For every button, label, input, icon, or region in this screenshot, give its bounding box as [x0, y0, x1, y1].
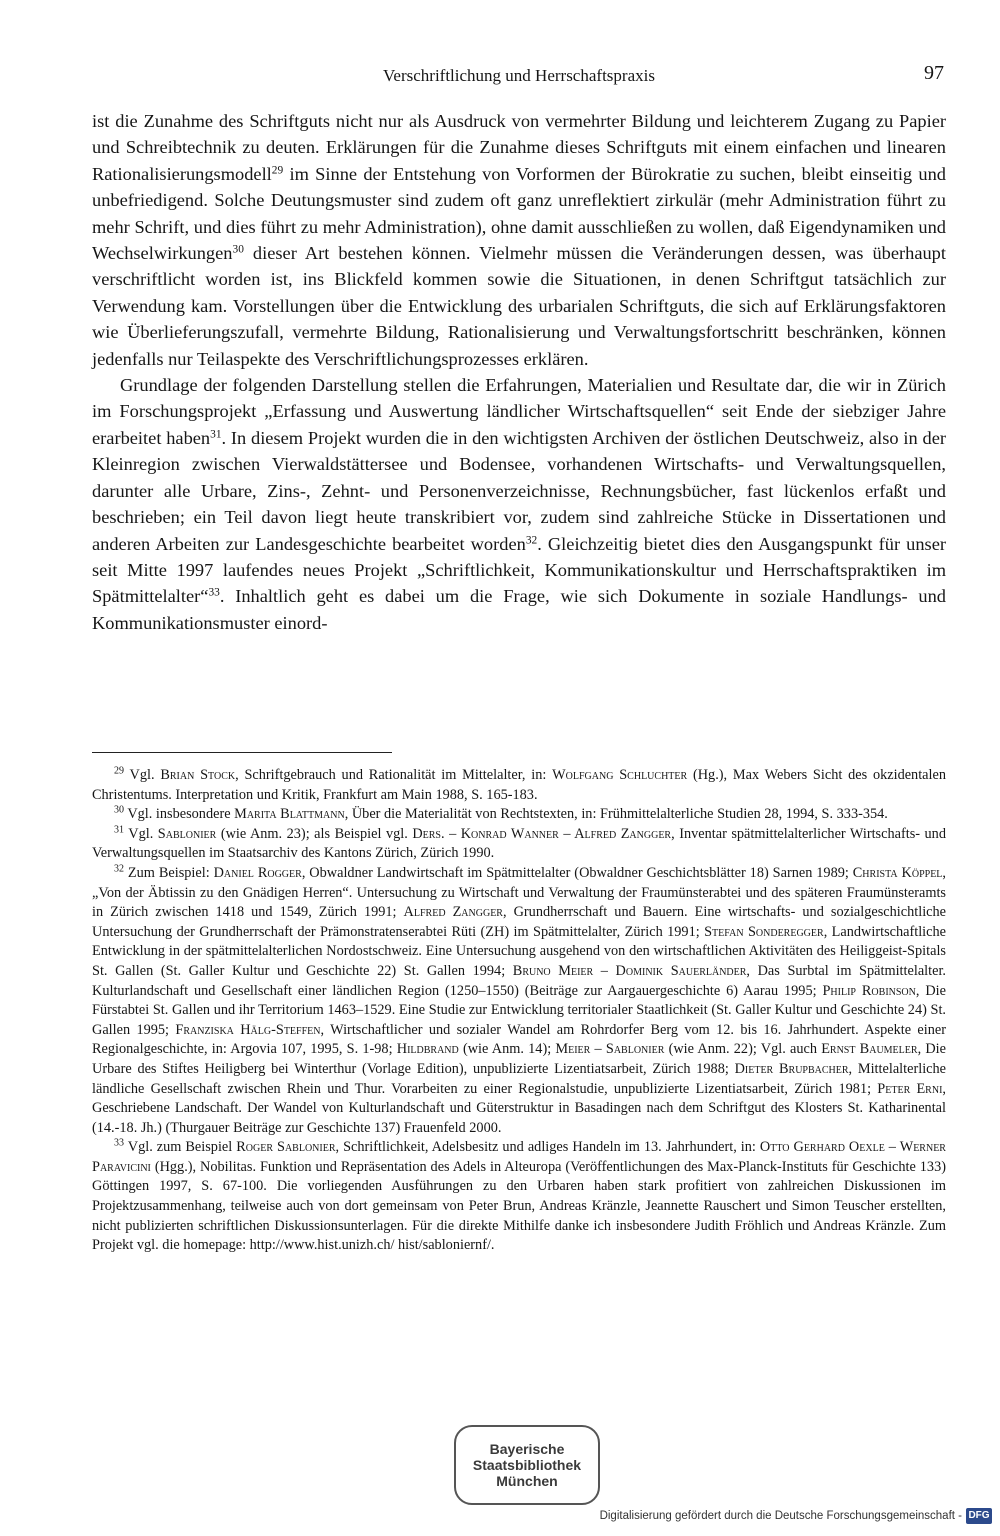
- main-text: [92, 108, 946, 636]
- page-header: [92, 62, 946, 92]
- footnote-32: $^{32}$ Zum Beispiel: Daniel Rogger, Obwaldner Landwirtschaft im Spätmittelalter (Obwaldner Geschichtsblätter 18) Sarnen 1989; Christa Köppel, „Von der Äbtissin zu den Gnädigen Herren“. Untersuchung zu Wirtschaft und Verwaltung der Fraumünsterabtei und des späteren Fraumünsteramts in Zürich zwischen 1418 und 1549, Zürich 1991; Alfred Zangger, Grundherrschaft und Bauern. Eine wirtschafts- und sozialgeschichtliche Untersuchung der Grundherrschaft der Prämonstratenserabtei Rüti (ZH) im Spätmittelalter, Zürich 1991; Stefan Sonderegger, Landwirtschaftliche Entwicklung in der spätmittelalterlichen Nordostschweiz. Eine Untersuchung ausgehend von den wirtschaftlichen Aktivitäten des Heiliggeist-Spitals St. Gallen (St. Galler Kultur und Geschichte 22) St. Gallen 1994; Bruno Meier – Dominik Sauerländer, Das Surbtal im Spätmittelalter. Kulturlandschaft und Gesellschaft einer ländlichen Region (1250–1550) (Beiträge zur Aargauergeschichte 6) Aarau 1995; Philip Robinson, Die Fürstabtei St. Gallen und ihr Territorium 1463–1529. Eine Studie zur Entwicklung territorialer Staatlichkeit (St. Galler Kultur und Geschichte 24) St. Gallen 1995; Franziska Hälg-Steffen, Wirtschaftlicher und sozialer Wandel am Rohrdorfer Berg vom 12. bis 16. Jahrhundert. Aspekte einer Regionalgeschichte, in: Argovia 107, 1995, S. 1-98; Hildbrand (wie Anm. 14); Meier – Sablonier (wie Anm. 22); Vgl. auch Ernst Baumeler, Die Urbare des Stiftes Heiligberg bei Winterthur (Vorlage Edition), unpublizierte Lizentiatsarbeit, Zürich 1988; Dieter Brupbacher, Mittelalterliche ländliche Gesellschaft zwischen Rhein und Thur. Vorarbeiten zu einer Regionalstudie, unpublizierte Lizentiatsarbeit, Zürich 1981; Peter Erni, Geschriebene Landschaft. Der Wandel von Kulturlandschaft und Güterstruktur in Basadingen nach dem Schriftgut des Klosters St. Katharinental (14.-18. Jh.) (Thurgauer Beiträge zur Geschichte 137) Frauenfeld 2000.: [92, 863, 947, 1136]
- footnote-31: $^{31}$ Vgl. Sablonier (wie Anm. 23); als Beispiel vgl. Ders. – Konrad Wanner – Alfred Zangger, Inventar spätmittelalterlicher Wirtschafts- und Verwaltungsquellen im Staatsarchiv des Kantons Zürich, Zürich 1990.: [92, 824, 946, 862]
- footnote-33: $^{33}$ Vgl. zum Beispiel Roger Sablonier, Schriftlichkeit, Adelsbesitz und adliges Handeln im 13. Jahrhundert, in: Otto Gerhard Oexle – Werner Paravicini (Hgg.), Nobilitas. Funktion und Repräsentation des Adels in Alteuropa (Veröffentlichungen des Max-Planck-Instituts für Geschichte 133) Göttingen 1997, S. 67-100. Die vorliegenden Ausführungen zu den Urbaren haben stark profitiert von zahlreichen Diskussionen im Projektzusammenhang, teilweise auch von dort gemeinsam von Peter Brun, Andreas Kränzle, Jeannette Rauschert und Simon Teuscher erstellten, nicht publizierten schriftlichen Diskussionsunterlagen. Für die direkte Mithilfe danke ich insbesondere Judith Fröhlich und Andreas Kränzle. Zum Projekt vgl. die homepage: http://www.hist.unizh.ch/ hist/sabloniernf/.: [92, 1137, 946, 1254]
- footnotes: [92, 766, 946, 1256]
- digitization-credit: Digitalisierung gefördert durch die Deutsche Forschungsgemeinschaft -: [599, 1510, 962, 1522]
- paragraph-2: Grundlage der folgenden Darstellung stellen die Erfahrungen, Materialien und Resultate dar, die wir in Zürich im Forschungsprojekt „Erfassung und Auswertung ländlicher Wirtschaftsquellen“ seit Ende der siebziger Jahre erarbeitet haben$^{31}$. In diesem Projekt wurden die in den wichtigsten Archiven der östlichen Deutschweiz, also in der Kleinregion zwischen Vierwaldstättersee und Bodensee, vorhandenen Wirtschafts- und Verwaltungsquellen, darunter alle Urbare, Zins-, Zehnt- und Personenverzeichnisse, Rechnungsbücher, fast lückenlos erfaßt und beschrieben; ein Teil davon liegt heute transkribiert vor, zudem sind zahlreiche Stücke in Dissertationen und anderen Arbeiten zur Landesgeschichte bearbeitet worden$^{32}$. Gleichzeitig bietet dies den Ausgangspunkt für unser seit Mitte 1997 laufendes neues Projekt „Schriftlichkeit, Kommunikationskultur und Herrschaftspraktiken im Spätmittelalter“$^{33}$. Inhaltlich geht es dabei um die Frage, wie sich Dokumente in soziale Handlungs- und Kommunikationsmuster einord-: [92, 375, 946, 633]
- footnote-ref-32[interactable]: 32: [525, 534, 538, 547]
- footnote-ref-31[interactable]: 31: [210, 428, 222, 441]
- footnote-30: $^{30}$ Vgl. insbesondere Marita Blattmann, Über die Materialität von Rechtstexten, in: Frühmittelalterliche Studien 28, 1994, S. 333-354.: [114, 804, 888, 823]
- dfg-logo: DFG: [966, 1508, 992, 1524]
- page-number: 97: [924, 62, 944, 84]
- footnote-29: $^{29}$ Vgl. Brian Stock, Schriftgebrauch und Rationalität im Mittelalter, in: Wolfgang Schluchter (Hg.), Max Webers Sicht des okzidentalen Christentums. Interpretation und Kritik, Frankfurt am Main 1988, S. 165-183.: [92, 765, 946, 803]
- footnote-divider: [92, 752, 392, 753]
- running-title: Verschriftlichung und Herrschaftspraxis: [383, 66, 655, 85]
- footnote-ref-30[interactable]: 30: [232, 243, 244, 256]
- library-stamp: Bayerische Staatsbibliothek München: [454, 1425, 600, 1505]
- footnote-ref-33[interactable]: 33: [208, 587, 220, 600]
- footnote-ref-29[interactable]: 29: [271, 164, 284, 177]
- paragraph-1: ist die Zunahme des Schriftguts nicht nur als Ausdruck von vermehrter Bildung und leichterem Zugang zu Papier und Schreibtechnik zu deuten. Erklärungen für die Zunahme dieses Schriftguts mit einem einfachen und linearen Rationalisierungsmodell$^{29}$ im Sinne der Entstehung von Vorformen der Bürokratie zu suchen, bleibt einseitig und unbefriedigend. Solche Deutungsmuster sind zudem oft ganz unreflektiert zirkulär (mehr Administration führt zu mehr Schrift, und dies führt zu mehr Administration), ohne damit ausschließen zu wollen, daß Eigendynamiken und Wechselwirkungen$^{30}$ dieser Art bestehen können. Vielmehr müssen die Veränderungen dessen, was überhaupt verschriftlicht worden ist, ins Blickfeld kommen sowie die Situationen, in denen Schriftgut tatsächlich zur Verwendung kam. Vorstellungen über die Entwicklung des urbarialen Schriftguts, die sich auf Erklärungsfaktoren wie Überlieferungszufall, vermehrte Bildung, Rationalisierung und Verwaltungsfortschritt beschränken, können jedenfalls nur Teilaspekte des Verschriftlichungsprozesses erklären.: [92, 111, 946, 369]
